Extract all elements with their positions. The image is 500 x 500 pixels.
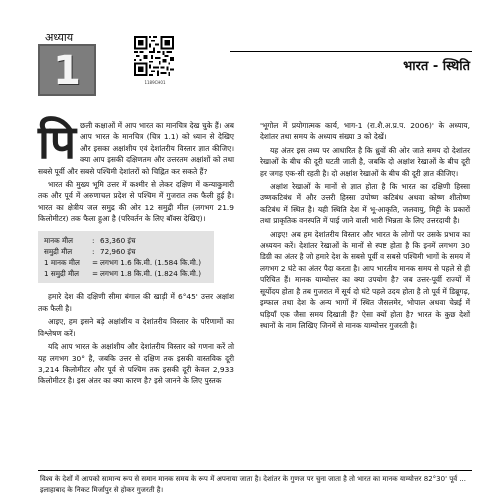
footer-note: विश्व के देशों में आपको सामान्य रूप से समान मानक समय के रूप में अपनाया जाता है। देशांतर के गुणज पर चुना जाता है तो भारत का मानक याम्योत्तर 82°30' पूर्व ... इलाहाबाद के निकट मिर्जापुर से होकर गुजरती है।	[38, 470, 472, 496]
intro-text: छली कक्षाओं में आप भारत का मानचित्र देख चुके हैं। अब आप भारत के मानचित्र (चित्र 1.1) को ध्यान से देखिए और इसका अक्षांशीय एवं देशांतरीय विस्तार ज्ञात कीजिए। क्या आप इसकी दक्षिणतम और उत्तरतम अक्षांशों को तथा सबसे पूर्वी और सबसे पश्चिमी देशांतरों को चिह्नित कर सकते हैं?	[38, 121, 234, 176]
conversion-value: लगभग 1.8 कि.मी. (1.824 कि.मी.)	[100, 269, 201, 279]
conversion-separator: =	[92, 258, 99, 268]
chapter-number: 1	[53, 48, 81, 94]
conversion-row	[44, 268, 208, 279]
paragraph: अक्षांश रेखाओं के मानों से ज्ञात होता है कि भारत का दक्षिणी हिस्सा उष्णकटिबंध में और उत्तरी हिस्सा उपोष्ण कटिबंध अथवा कोष्ण शीतोष्ण कटिबंध में स्थित है। यही स्थिति देश में भू-आकृति, जलवायु, मिट्टी के प्रकारों तथा प्राकृतिक वनस्पति में पाई जाने वाली भारी भिन्नता के लिए उत्तरदायी है।	[260, 182, 470, 226]
drop-cap: पि	[38, 115, 77, 169]
conversion-label: 1 समुद्री मील	[44, 269, 80, 279]
title-rule	[230, 51, 472, 52]
conversion-label: समुद्री मील	[44, 246, 73, 256]
qr-code-text: 1189CH01	[144, 80, 166, 85]
conversion-row	[44, 235, 208, 246]
chapter-title: भारत - स्थिति	[397, 56, 470, 74]
paragraph: भारत की मुख्य भूमि उत्तर में कश्मीर से लेकर दक्षिण में कन्याकुमारी तक और पूर्व में अरुणाचल प्रदेश से पश्चिम में गुजरात तक फैली हुई है। भारत का क्षेत्रीय जल समुद्र की ओर 12 समुद्री मील (लगभग 21.9 किलोमीटर) तक फैला हुआ है (परिवर्तन के लिए बॉक्स देखिए)।	[38, 180, 234, 224]
conversion-row	[44, 257, 208, 268]
conversion-value: 72,960 इंच	[100, 246, 136, 256]
paragraph: यदि आप भारत के अक्षांशीय और देशांतरीय विस्तार को गणना करें तो यह लगभग 30° है, जबकि उत्तर से दक्षिण तक इसकी वास्तविक दूरी 3,214 किलोमीटर और पूर्व से पश्चिम तक इसकी दूरी केवल 2,933 किलोमीटर है। इस अंतर का क्या कारण है? इसे जानने के लिए पुस्तक	[38, 342, 234, 386]
conversion-row	[44, 246, 208, 257]
paragraph: 'भूगोल में प्रयोगात्मक कार्य, भाग-1 (रा.शै.अ.प्र.प. 2006)' के अध्याय, देशांतर तथा समय के अध्याय संख्या 3 को देखें।	[260, 121, 470, 142]
conversion-separator: =	[92, 269, 99, 279]
conversion-label: मानक मील	[44, 235, 73, 245]
intro-paragraph	[38, 115, 234, 177]
paragraph: यह अंतर इस तथ्य पर आधारित है कि ध्रुवों की ओर जाते समय दो देशांतर रेखाओं के बीच की दूरी घटती जाती है, जबकि दो अक्षांश रेखाओं के बीच दूरी हर जगह एक-सी रहती है। दो अक्षांश रेखाओं के बीच की दूरी ज्ञात कीजिए।	[260, 145, 470, 178]
paragraph: आइए! अब हम देशांतरीय विस्तार और भारत के लोगों पर उसके प्रभाव का अध्ययन करें। देशांतर रेखाओं के मानों से स्पष्ट होता है कि इनमें लगभग 30 डिग्री का अंतर है जो हमारे देश के सबसे पूर्वी व सबसे पश्चिमी भागों के समय में लगभग 2 घंटे का अंतर पैदा करता है। आप भारतीय मानक समय से पहले से ही परिचित हैं। मानक याम्योत्तर का क्या उपयोग है? जब उत्तर-पूर्वी राज्यों में सूर्योदय होता है तब गुजरात में सूर्य दो घंटे पहले उदय होता है तो पूर्व में डिब्रूगढ़, इम्फाल तथा देश के अन्य भागों में स्थित जैसलमेर, भोपाल अथवा चेन्नई में घड़ियाँ एक जैसा समय दिखाती हैं? ऐसा क्यों होता है? भारत के कुछ देशों स्थानों के नाम लिखिए जिनमें से मानक याम्योत्तर गुजरती है।	[260, 229, 470, 330]
qr-code-icon	[134, 36, 174, 76]
conversion-value: 63,360 इंच	[100, 235, 136, 245]
conversion-separator: :	[92, 235, 95, 245]
chapter-number-box	[38, 44, 96, 96]
conversion-value: लगभग 1.6 कि.मी. (1.584 कि.मी.)	[100, 258, 201, 268]
left-column	[38, 115, 234, 389]
paragraph: हमारे देश की दक्षिणी सीमा बंगाल की खाड़ी में 6°45' उत्तर अक्षांश तक फैली है।	[38, 292, 234, 313]
conversion-box	[38, 231, 214, 284]
chapter-label: अध्याय	[45, 31, 74, 44]
conversion-label: 1 मानक मील	[44, 258, 80, 268]
paragraph: आइए, हम इसने बड़े अक्षांशीय व देशांतरीय विस्तार के परिणामों का विश्लेषण करें।	[38, 317, 234, 338]
conversion-separator: :	[92, 246, 95, 256]
right-column	[260, 120, 470, 333]
